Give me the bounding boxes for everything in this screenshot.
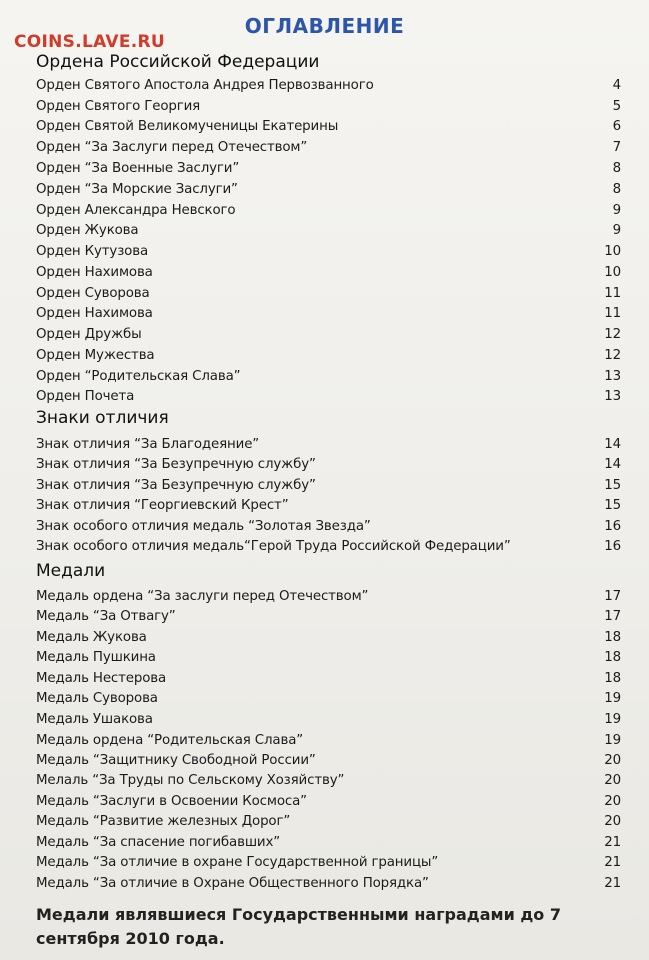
entry-page: 15 [604,477,621,493]
entry-label: Орден Нахимова [36,305,153,321]
toc-entry [36,283,621,303]
entry-page: 8 [612,160,621,176]
entry-label: Медаль Нестерова [36,670,167,686]
entry-label: Орден “Родительская Слава” [36,368,241,384]
entry-label: Медаль “Защитнику Свободной России” [36,752,316,768]
toc-entry [36,386,621,406]
toc-entry [36,454,621,474]
entry-page: 21 [604,834,621,850]
entry-label: Орден Дружбы [36,326,142,342]
toc-entry [36,627,621,647]
entry-label: Медаль “За спасение погибавших” [36,834,281,850]
entry-label: Орден Кутузова [36,243,149,259]
section-heading-badges: Знаки отличия [36,408,169,428]
entry-label: Орден Суворова [36,285,150,301]
section-heading-medals: Медали [36,561,106,581]
toc-entry [36,516,621,536]
entry-label: Орден Почета [36,388,135,404]
entry-label: Медаль “За отличие в охране Государственной границы” [36,854,439,870]
entry-page: 17 [604,588,621,604]
toc-entry [36,852,621,872]
entry-label: Орден Нахимова [36,264,153,280]
entry-label: Медаль “За Отвагу” [36,608,176,624]
entry-page: 16 [604,518,621,534]
toc-entry [36,158,621,178]
entry-page: 6 [612,118,621,134]
entry-page: 7 [612,139,621,155]
entry-label: Орден Жукова [36,222,139,238]
toc-entry [36,75,621,95]
section-heading-orders: Ордена Российской Федерации [36,52,320,72]
entry-label: Медаль “Заслуги в Освоении Космоса” [36,793,307,809]
entry-page: 12 [604,347,621,363]
entry-label: Орден Александра Невского [36,202,236,218]
entry-page: 21 [604,875,621,891]
entry-page: 11 [604,305,621,321]
entry-page: 20 [604,813,621,829]
entry-page: 16 [604,538,621,554]
entry-page: 10 [604,264,621,280]
toc-entry [36,179,621,199]
toc-entry [36,475,621,495]
page-title: ОГЛАВЛЕНИЕ [244,14,405,38]
entry-label: Знак отличия “За Безупречную службу” [36,456,316,472]
entry-label: Медаль Суворова [36,690,158,706]
entry-page: 14 [604,436,621,452]
entry-label: Медаль ордена “За заслуги перед Отечеством” [36,588,369,604]
entry-page: 21 [604,854,621,870]
entry-page: 17 [604,608,621,624]
toc-entry [36,688,621,708]
toc-entry [36,96,621,116]
entry-page: 19 [604,711,621,727]
toc-entry [36,873,621,893]
entry-label: Орден Мужества [36,347,155,363]
toc-entry [36,495,621,515]
entry-page: 19 [604,690,621,706]
toc-entry [36,434,621,454]
entry-page: 12 [604,326,621,342]
toc-entry [36,324,621,344]
entry-page: 20 [604,772,621,788]
toc-entry [36,750,621,770]
entry-page: 20 [604,752,621,768]
entry-label: Медаль “За отличие в Охране Общественного Порядка” [36,875,429,891]
entry-label: Орден “За Морские Заслуги” [36,181,238,197]
entry-label: Медаль Пушкина [36,649,156,665]
toc-entry [36,200,621,220]
toc-entry [36,116,621,136]
toc-entry [36,586,621,606]
entry-page: 5 [612,98,621,114]
toc-entry [36,220,621,240]
entry-page: 9 [612,222,621,238]
entry-page: 10 [604,243,621,259]
entry-label: Знак отличия “За Благодеяние” [36,436,260,452]
entry-page: 13 [604,388,621,404]
toc-entry [36,303,621,323]
toc-entry [36,137,621,157]
entry-page: 20 [604,793,621,809]
entry-label: Знак особого отличия медаль“Герой Труда Российской Федерации” [36,538,511,554]
toc-entry [36,241,621,261]
entry-page: 14 [604,456,621,472]
toc-entry [36,262,621,282]
toc-entry [36,709,621,729]
toc-entry [36,366,621,386]
toc-entry [36,811,621,831]
toc-entry [36,345,621,365]
entry-label: Орден “За Военные Заслуги” [36,160,240,176]
closing-heading: Медали являвшиеся Государственными наградами до 7 сентября 2010 года. [36,905,561,948]
entry-label: Мелаль “За Труды по Сельскому Хозяйству” [36,772,345,788]
entry-page: 15 [604,497,621,513]
entry-label: Орден “За Заслуги перед Отечеством” [36,139,308,155]
entry-page: 18 [604,649,621,665]
entry-label: Знак отличия “Георгиевский Крест” [36,497,289,513]
toc-entry [36,770,621,790]
toc-entry [36,536,621,556]
entry-page: 18 [604,629,621,645]
toc-entry [36,832,621,852]
entry-label: Орден Святого Георгия [36,98,201,114]
entry-label: Орден Святого Апостола Андрея Первозванного [36,77,374,93]
toc-entry [36,791,621,811]
toc-entry [36,730,621,750]
toc-entry [36,647,621,667]
site-watermark: COINS.LAVE.RU [14,32,166,52]
entry-label: Медаль ордена “Родительская Слава” [36,732,304,748]
entry-page: 13 [604,368,621,384]
entry-label: Орден Святой Великомученицы Екатерины [36,118,339,134]
entry-label: Знак особого отличия медаль “Золотая Звезда” [36,518,371,534]
entry-page: 19 [604,732,621,748]
toc-entry [36,606,621,626]
entry-label: Медаль “Развитие железных Дорог” [36,813,291,829]
toc-entry [36,668,621,688]
entry-page: 4 [612,77,621,93]
entry-label: Медаль Ушакова [36,711,153,727]
entry-page: 8 [612,181,621,197]
entry-page: 9 [612,202,621,218]
entry-label: Знак отличия “За Безупречную службу” [36,477,316,493]
entry-page: 11 [604,285,621,301]
entry-label: Медаль Жукова [36,629,147,645]
entry-page: 18 [604,670,621,686]
